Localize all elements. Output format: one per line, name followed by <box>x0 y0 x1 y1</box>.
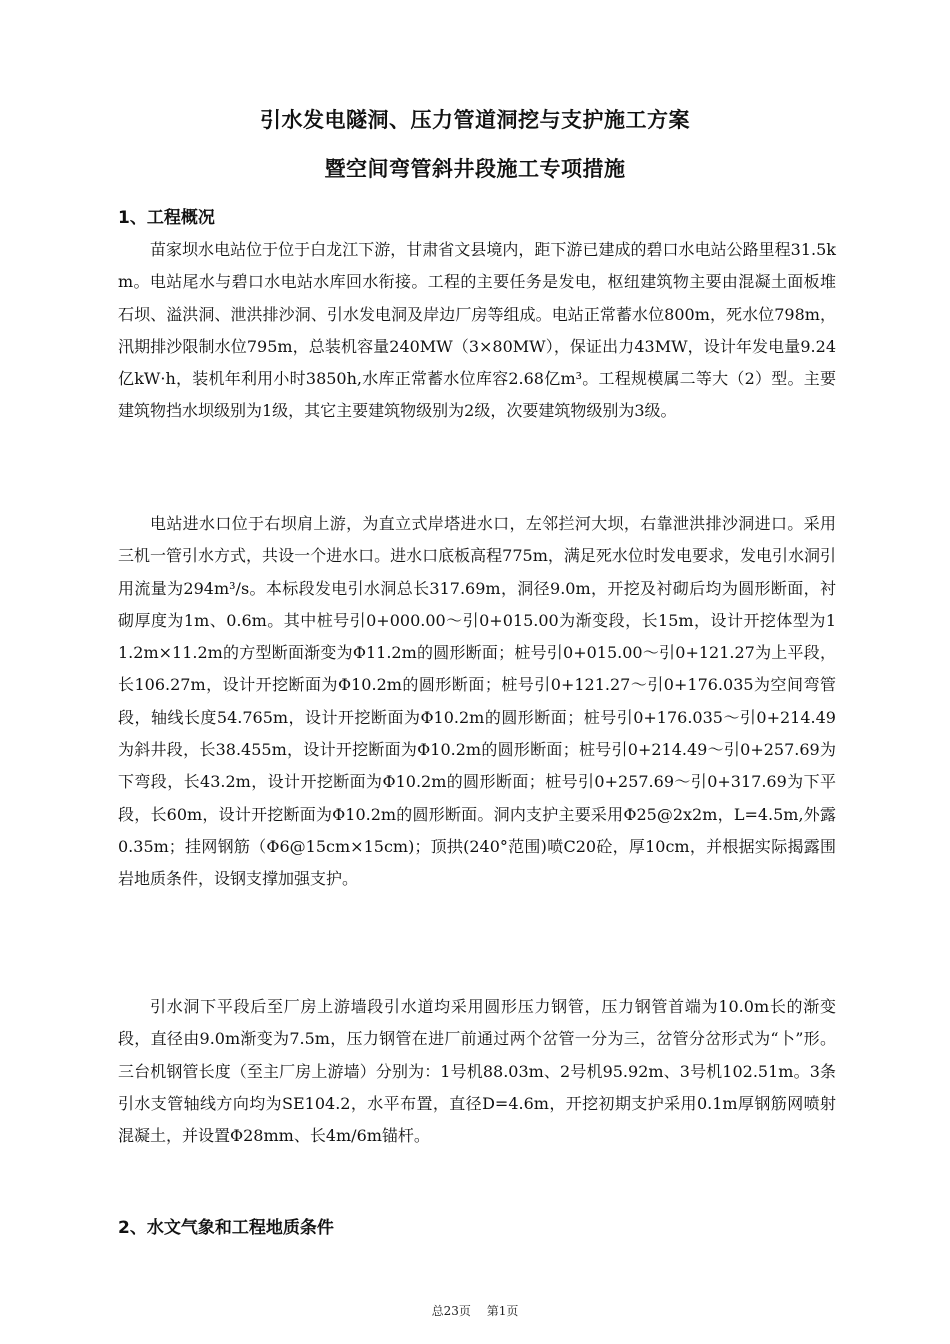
paragraph-project-location: 苗家坝水电站位于位于白龙江下游，甘肃省文县境内，距下游已建成的碧口水电站公路里程31.5km。电站尾水与碧口水电站水库回水衔接。工程的主要任务是发电，枢纽建筑物主要由混凝土面板堆石坝、溢洪洞、泄洪排沙洞、引水发电洞及岸边厂房等组成。电站正常蓄水位800m，死水位798m，汛期排沙限制水位795m，总装机容量240MW（3×80MW），保证出力43MW，设计年发电量9.24亿kW·h，装机年利用小时3850h,水库正常蓄水位库容2.68亿m³。工程规模属二等大（2）型。主要建筑物挡水坝级别为1级，其它主要建筑物级别为2级，次要建筑物级别为3级。 <box>118 240 836 421</box>
page-footer <box>0 1302 950 1319</box>
document-title: 引水发电隧洞、压力管道洞挖与支护施工方案 <box>260 108 690 132</box>
section-heading-hydrology-geology: 2、水文气象和工程地质条件 <box>118 1218 334 1238</box>
document-subtitle: 暨空间弯管斜井段施工专项措施 <box>324 157 626 181</box>
section-heading-overview: 1、工程概况 <box>118 208 215 228</box>
total-pages-label: 总23页 <box>431 1304 471 1318</box>
current-page-label: 第1页 <box>486 1304 519 1318</box>
paragraph-penstock: 引水洞下平段后至厂房上游墙段引水道均采用圆形压力钢管，压力钢管首端为10.0m长的渐变段，直径由9.0m渐变为7.5m，压力钢管在进厂前通过两个岔管一分为三，岔管分岔形式为“卜”形。三台机钢管长度（至主厂房上游墙）分别为：1号机88.03m、2号机95.92m、3号机102.51m。3条引水支管轴线方向均为SE104.2，水平布置，直径D=4.6m，开挖初期支护采用0.1m厚钢筋网喷射混凝土，并设置Φ28mm、长4m/6m锚杆。 <box>118 997 836 1146</box>
paragraph-intake-tunnel: 电站进水口位于右坝肩上游，为直立式岸塔进水口，左邻拦河大坝，右靠泄洪排沙洞进口。采用三机一管引水方式，共设一个进水口。进水口底板高程775m，满足死水位时发电要求，发电引水洞引用流量为294m³/s。本标段发电引水洞总长317.69m，洞径9.0m，开挖及衬砌后均为圆形断面，衬砌厚度为1m、0.6m。其中桩号引0+000.00～引0+015.00为渐变段，长15m，设计开挖体型为11.2m×11.2m的方型断面渐变为Φ11.2m的圆形断面；桩号引0+015.00～引0+121.27为上平段，长106.27m，设计开挖断面为Φ10.2m的圆形断面；桩号引0+121.27～引0+176.035为空间弯管段，轴线长度54.765m，设计开挖断面为Φ10.2m的圆形断面；桩号引0+176.035～引0+214.49为斜井段，长38.455m，设计开挖断面为Φ10.2m的圆形断面；桩号引0+214.49～引0+257.69为下弯段，长43.2m，设计开挖断面为Φ10.2m的圆形断面；桩号引0+257.69～引0+317.69为下平段，长60m，设计开挖断面为Φ10.2m的圆形断面。洞内支护主要采用Φ25@2x2m，L=4.5m,外露0.35m；挂网钢筋（Φ6@15cm×15cm)；顶拱(240°范围)喷C20砼，厚10cm，并根据实际揭露围岩地质条件，设钢支撑加强支护。 <box>118 514 836 889</box>
